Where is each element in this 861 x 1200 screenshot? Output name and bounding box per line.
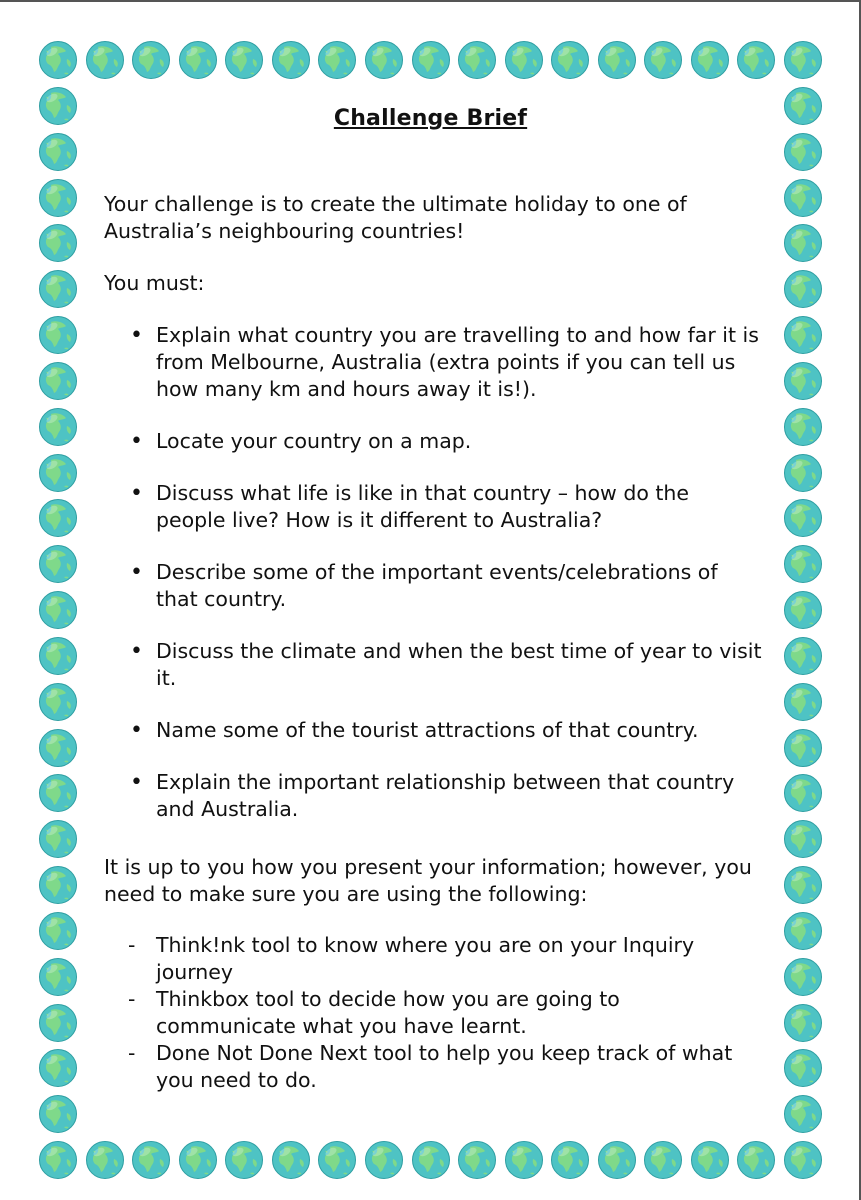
globe-icon <box>783 407 823 447</box>
list-item: • Discuss the climate and when the best time of year to visit it. <box>104 638 764 692</box>
globe-icon <box>38 1048 78 1088</box>
presentation-note: It is up to you how you present your information; however, you need to make sure you are using the following: <box>104 855 752 906</box>
globe-icon <box>504 40 544 80</box>
globe-icon <box>783 819 823 859</box>
globe-icon <box>224 1140 264 1180</box>
globe-icon <box>783 40 823 80</box>
list-item: • Discuss what life is like in that country – how do the people live? How is it different to Australia? <box>104 480 764 534</box>
list-item: - Done Not Done Next tool to help you keep track of what you need to do. <box>104 1040 764 1094</box>
list-item: - Thinkbox tool to decide how you are going to communicate what you have learnt. <box>104 986 764 1040</box>
globe-icon <box>38 728 78 768</box>
globe-icon <box>411 40 451 80</box>
globe-icon <box>38 269 78 309</box>
globe-icon <box>38 957 78 997</box>
globe-icon <box>38 1140 78 1180</box>
globe-icon <box>550 1140 590 1180</box>
globe-icon <box>457 1140 497 1180</box>
tools-list <box>104 932 764 1094</box>
list-item: • Explain what country you are travelling to and how far it is from Melbourne, Australia (extra points if you can tell us how many km and hours away it is!). <box>104 322 764 403</box>
globe-icon <box>783 315 823 355</box>
globe-icon <box>783 361 823 401</box>
globe-icon <box>783 132 823 172</box>
globe-icon <box>690 40 730 80</box>
globe-icon <box>643 1140 683 1180</box>
list-item: • Locate your country on a map. <box>104 428 764 455</box>
globe-icon <box>271 1140 311 1180</box>
globe-icon <box>38 132 78 172</box>
globe-icon <box>38 498 78 538</box>
list-item: • Describe some of the important events/celebrations of that country. <box>104 559 764 613</box>
globe-icon <box>736 1140 776 1180</box>
globe-icon <box>178 40 218 80</box>
globe-icon <box>38 773 78 813</box>
globe-icon <box>783 773 823 813</box>
globe-icon <box>783 1140 823 1180</box>
globe-icon <box>364 1140 404 1180</box>
globe-icon <box>597 40 637 80</box>
globe-icon <box>38 315 78 355</box>
globe-icon <box>38 819 78 859</box>
globe-icon <box>38 590 78 630</box>
globe-icon <box>643 40 683 80</box>
globe-icon <box>783 269 823 309</box>
globe-icon <box>783 865 823 905</box>
globe-icon <box>783 957 823 997</box>
intro-paragraph: Your challenge is to create the ultimate holiday to one of Australia’s neighbouring countries! <box>104 192 687 243</box>
globe-icon <box>597 1140 637 1180</box>
globe-icon <box>38 407 78 447</box>
globe-icon <box>411 1140 451 1180</box>
globe-icon <box>38 178 78 218</box>
list-item: - Think!nk tool to know where you are on your Inquiry journey <box>104 932 764 986</box>
you-must-label: You must: <box>104 271 205 295</box>
globe-icon <box>131 40 171 80</box>
globe-icon <box>317 40 357 80</box>
globe-icon <box>783 1048 823 1088</box>
globe-icon <box>783 178 823 218</box>
globe-icon <box>783 223 823 263</box>
globe-icon <box>38 1094 78 1134</box>
globe-icon <box>783 728 823 768</box>
globe-icon <box>457 40 497 80</box>
globe-icon <box>271 40 311 80</box>
globe-icon <box>85 40 125 80</box>
globe-icon <box>783 453 823 493</box>
globe-icon <box>38 544 78 584</box>
globe-icon <box>38 361 78 401</box>
list-item: • Explain the important relationship between that country and Australia. <box>104 769 764 823</box>
globe-icon <box>224 40 264 80</box>
requirements-list <box>104 322 764 848</box>
list-item: • Name some of the tourist attractions of that country. <box>104 717 764 744</box>
globe-icon <box>131 1140 171 1180</box>
globe-icon <box>85 1140 125 1180</box>
globe-icon <box>783 590 823 630</box>
globe-icon <box>783 911 823 951</box>
globe-icon <box>690 1140 730 1180</box>
globe-icon <box>550 40 590 80</box>
globe-icon <box>783 1094 823 1134</box>
globe-icon <box>783 544 823 584</box>
globe-icon <box>178 1140 218 1180</box>
page-title: Challenge Brief <box>333 106 528 131</box>
globe-icon <box>783 636 823 676</box>
globe-icon <box>504 1140 544 1180</box>
globe-icon <box>38 682 78 722</box>
globe-icon <box>317 1140 357 1180</box>
globe-icon <box>38 865 78 905</box>
globe-icon <box>364 40 404 80</box>
globe-icon <box>783 498 823 538</box>
globe-icon <box>38 636 78 676</box>
globe-icon <box>736 40 776 80</box>
globe-icon <box>38 911 78 951</box>
globe-icon <box>783 1003 823 1043</box>
globe-icon <box>38 453 78 493</box>
globe-icon <box>38 40 78 80</box>
globe-icon <box>38 1003 78 1043</box>
globe-icon <box>783 682 823 722</box>
globe-icon <box>38 223 78 263</box>
